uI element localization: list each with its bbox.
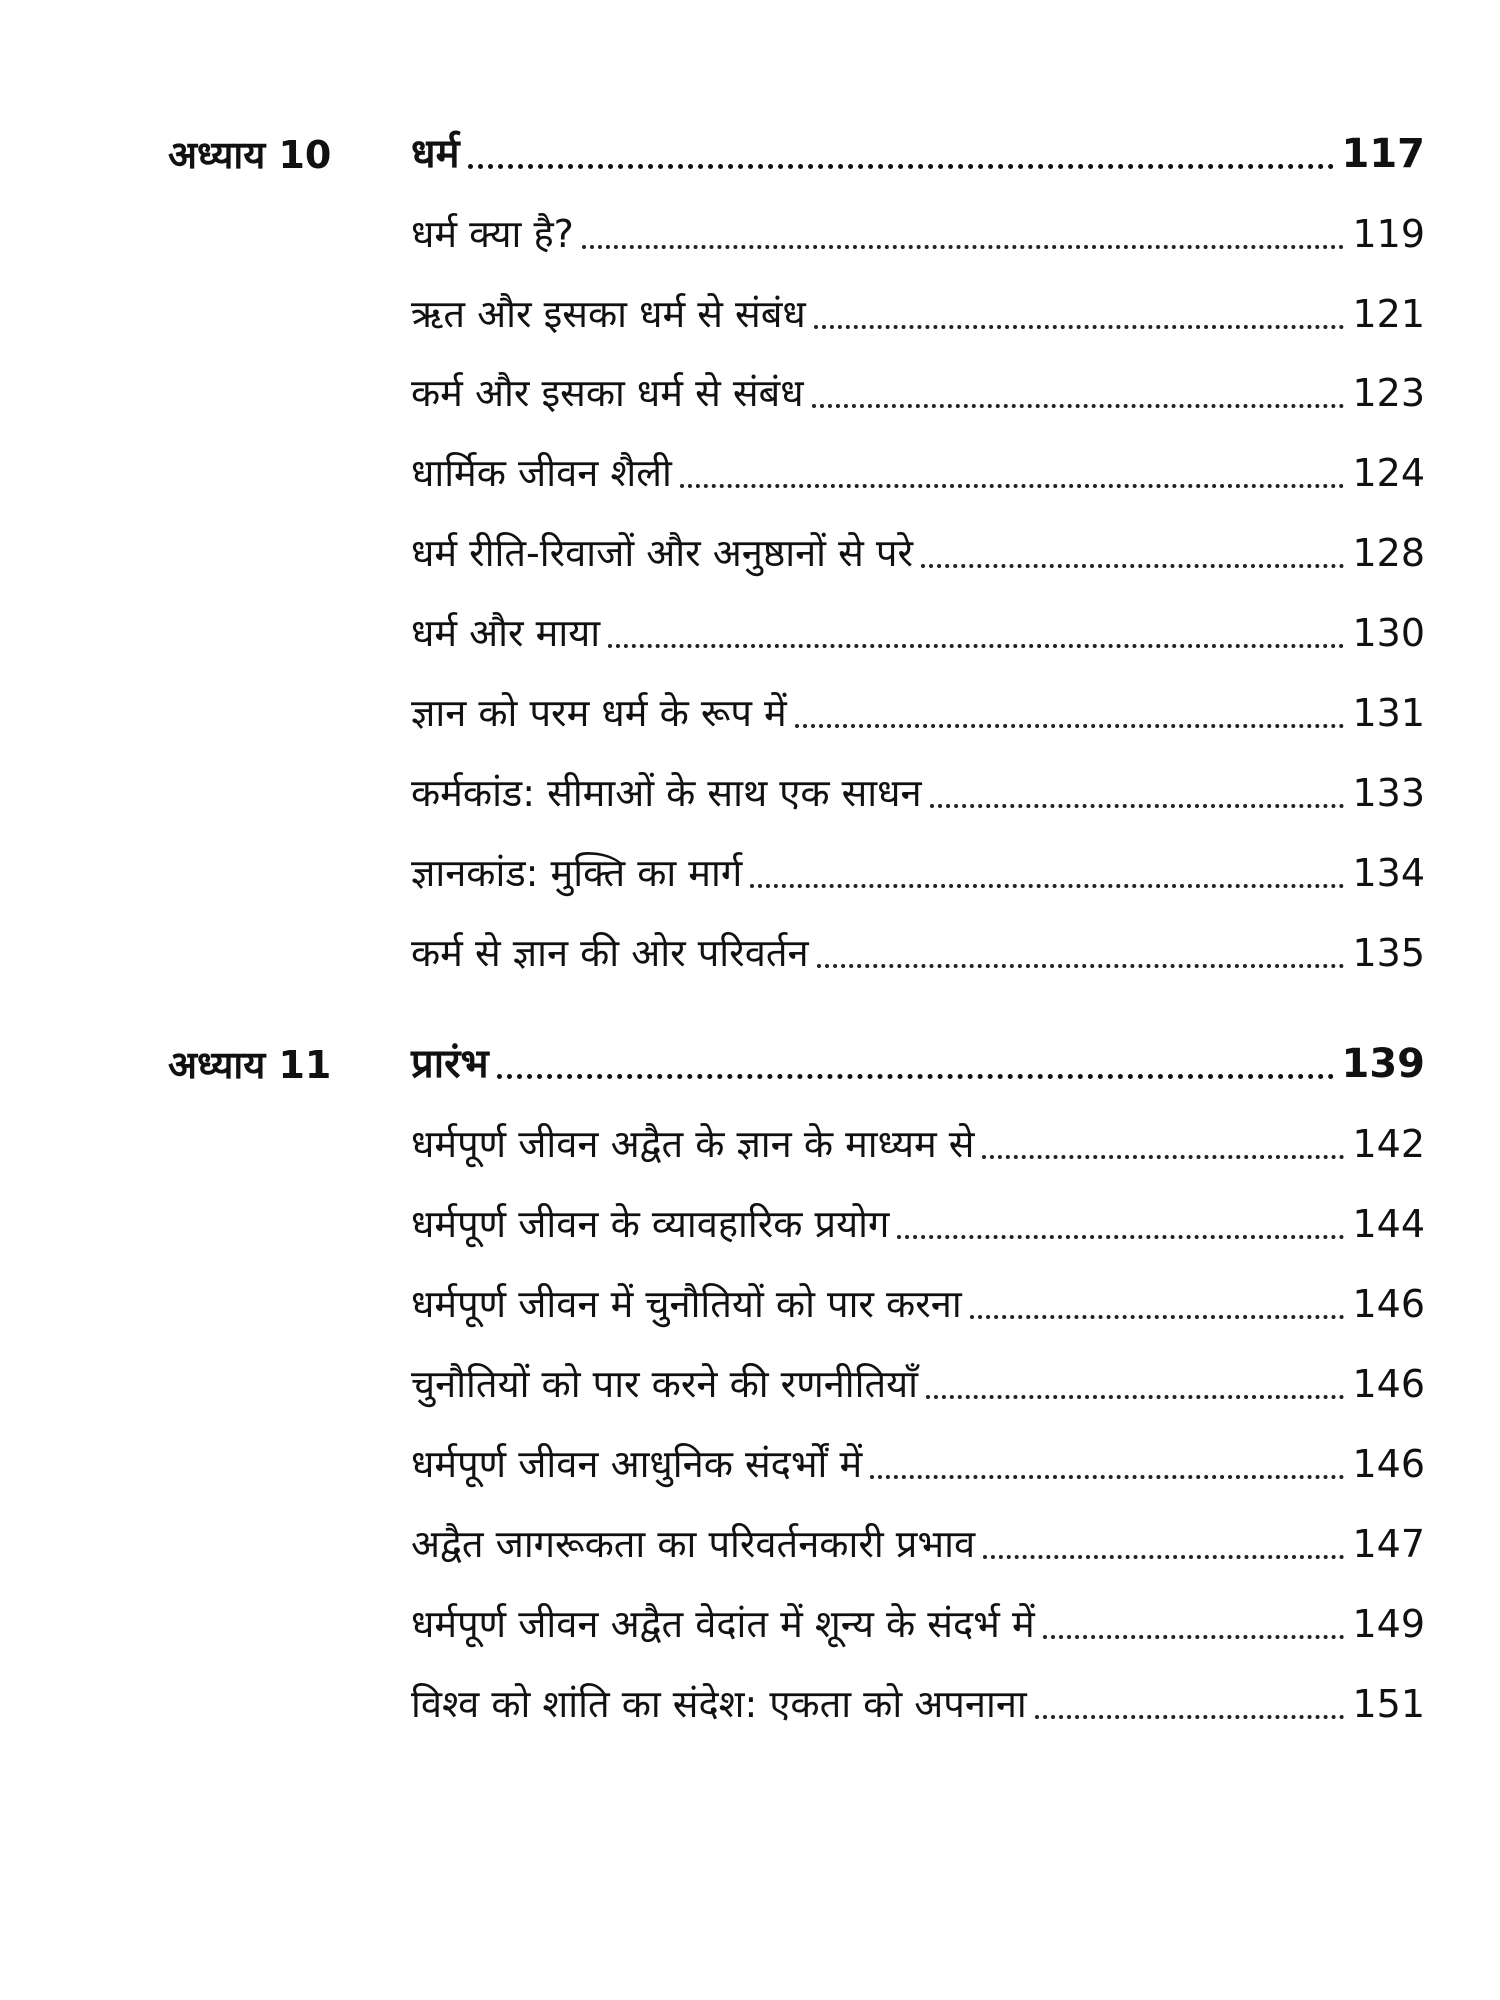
dot-leader (970, 1315, 1345, 1319)
chapter-label: अध्याय 10 (168, 133, 332, 177)
section-title: चुनौतियों को पार करने की रणनीतियाँ (411, 1362, 919, 1406)
toc-entry[interactable] (411, 761, 1425, 821)
toc-entry[interactable] (411, 681, 1425, 741)
section-title: धार्मिक जीवन शैली (411, 451, 672, 495)
page-number: 124 (1352, 451, 1425, 495)
page-number: 117 (1341, 131, 1425, 177)
section-title: धर्म और माया (411, 611, 601, 655)
page-number: 142 (1352, 1122, 1425, 1166)
section-title: विश्व को शांति का संदेश: एकता को अपनाना (411, 1682, 1027, 1726)
dot-leader (750, 884, 1344, 888)
dot-leader (983, 1555, 1344, 1559)
chapter-heading[interactable] (411, 122, 1425, 182)
page-number: 130 (1352, 611, 1425, 655)
section-title: कर्मकांड: सीमाओं के साथ एक साधन (411, 771, 922, 815)
toc-entry[interactable] (411, 1432, 1425, 1492)
page-number: 147 (1352, 1522, 1425, 1566)
page-number: 146 (1352, 1362, 1425, 1406)
page-number: 131 (1352, 691, 1425, 735)
section-title: कर्म से ज्ञान की ओर परिवर्तन (411, 931, 809, 975)
section-title: धर्म क्या है? (411, 212, 574, 256)
toc-entry[interactable] (411, 841, 1425, 901)
page-number: 151 (1352, 1682, 1425, 1726)
dot-leader (680, 484, 1345, 488)
toc-entry[interactable] (411, 1592, 1425, 1652)
toc-entry[interactable] (411, 441, 1425, 501)
toc-entry[interactable] (411, 1672, 1425, 1732)
toc-entry[interactable] (411, 282, 1425, 342)
dot-leader (795, 724, 1345, 728)
page-number: 128 (1352, 531, 1425, 575)
chapter-label: अध्याय 11 (168, 1043, 332, 1087)
section-title: ज्ञानकांड: मुक्ति का मार्ग (411, 851, 743, 895)
dot-leader (497, 1074, 1334, 1079)
dot-leader (982, 1155, 1344, 1159)
dot-leader (870, 1475, 1344, 1479)
page-number: 144 (1352, 1202, 1425, 1246)
section-title: ज्ञान को परम धर्म के रूप में (411, 691, 787, 735)
section-title: कर्म और इसका धर्म से संबंध (411, 371, 804, 415)
toc-entry[interactable] (411, 1272, 1425, 1332)
section-title: धर्मपूर्ण जीवन अद्वैत के ज्ञान के माध्यम से (411, 1122, 975, 1166)
dot-leader (817, 964, 1345, 968)
chapter-title: धर्म (411, 131, 460, 177)
dot-leader (930, 804, 1345, 808)
dot-leader (814, 325, 1345, 329)
dot-leader (608, 644, 1344, 648)
dot-leader (1043, 1635, 1345, 1639)
section-title: अद्वैत जागरूकता का परिवर्तनकारी प्रभाव (411, 1522, 976, 1566)
chapter-title: प्रारंभ (411, 1041, 489, 1087)
dot-leader (1035, 1715, 1345, 1719)
page-number: 123 (1352, 371, 1425, 415)
page-number: 119 (1352, 212, 1425, 256)
toc-entry[interactable] (411, 361, 1425, 421)
page-number: 134 (1352, 851, 1425, 895)
page-number: 139 (1341, 1041, 1425, 1087)
toc-entry[interactable] (411, 1192, 1425, 1252)
toc-entry[interactable] (411, 921, 1425, 981)
toc-entry[interactable] (411, 521, 1425, 581)
page-number: 146 (1352, 1282, 1425, 1326)
page-number: 149 (1352, 1602, 1425, 1646)
dot-leader (468, 164, 1334, 169)
section-title: धर्मपूर्ण जीवन के व्यावहारिक प्रयोग (411, 1202, 890, 1246)
section-title: धर्मपूर्ण जीवन में चुनौतियों को पार करना (411, 1282, 962, 1326)
section-title: धर्मपूर्ण जीवन आधुनिक संदर्भों में (411, 1442, 863, 1486)
section-title: ऋत और इसका धर्म से संबंध (411, 292, 806, 336)
dot-leader (921, 564, 1344, 568)
toc-entry[interactable] (411, 1112, 1425, 1172)
section-title: धर्म रीति-रिवाजों और अनुष्ठानों से परे (411, 531, 913, 575)
dot-leader (582, 245, 1345, 249)
page-number: 133 (1352, 771, 1425, 815)
toc-entry[interactable] (411, 601, 1425, 661)
section-title: धर्मपूर्ण जीवन अद्वैत वेदांत में शून्य के संदर्भ में (411, 1602, 1035, 1646)
toc-entry[interactable] (411, 1512, 1425, 1572)
toc-entry[interactable] (411, 1352, 1425, 1412)
dot-leader (926, 1395, 1344, 1399)
page-number: 135 (1352, 931, 1425, 975)
chapter-heading[interactable] (411, 1032, 1425, 1092)
dot-leader (812, 404, 1345, 408)
dot-leader (897, 1235, 1344, 1239)
page-number: 121 (1352, 292, 1425, 336)
toc-entry[interactable] (411, 202, 1425, 262)
page-number: 146 (1352, 1442, 1425, 1486)
